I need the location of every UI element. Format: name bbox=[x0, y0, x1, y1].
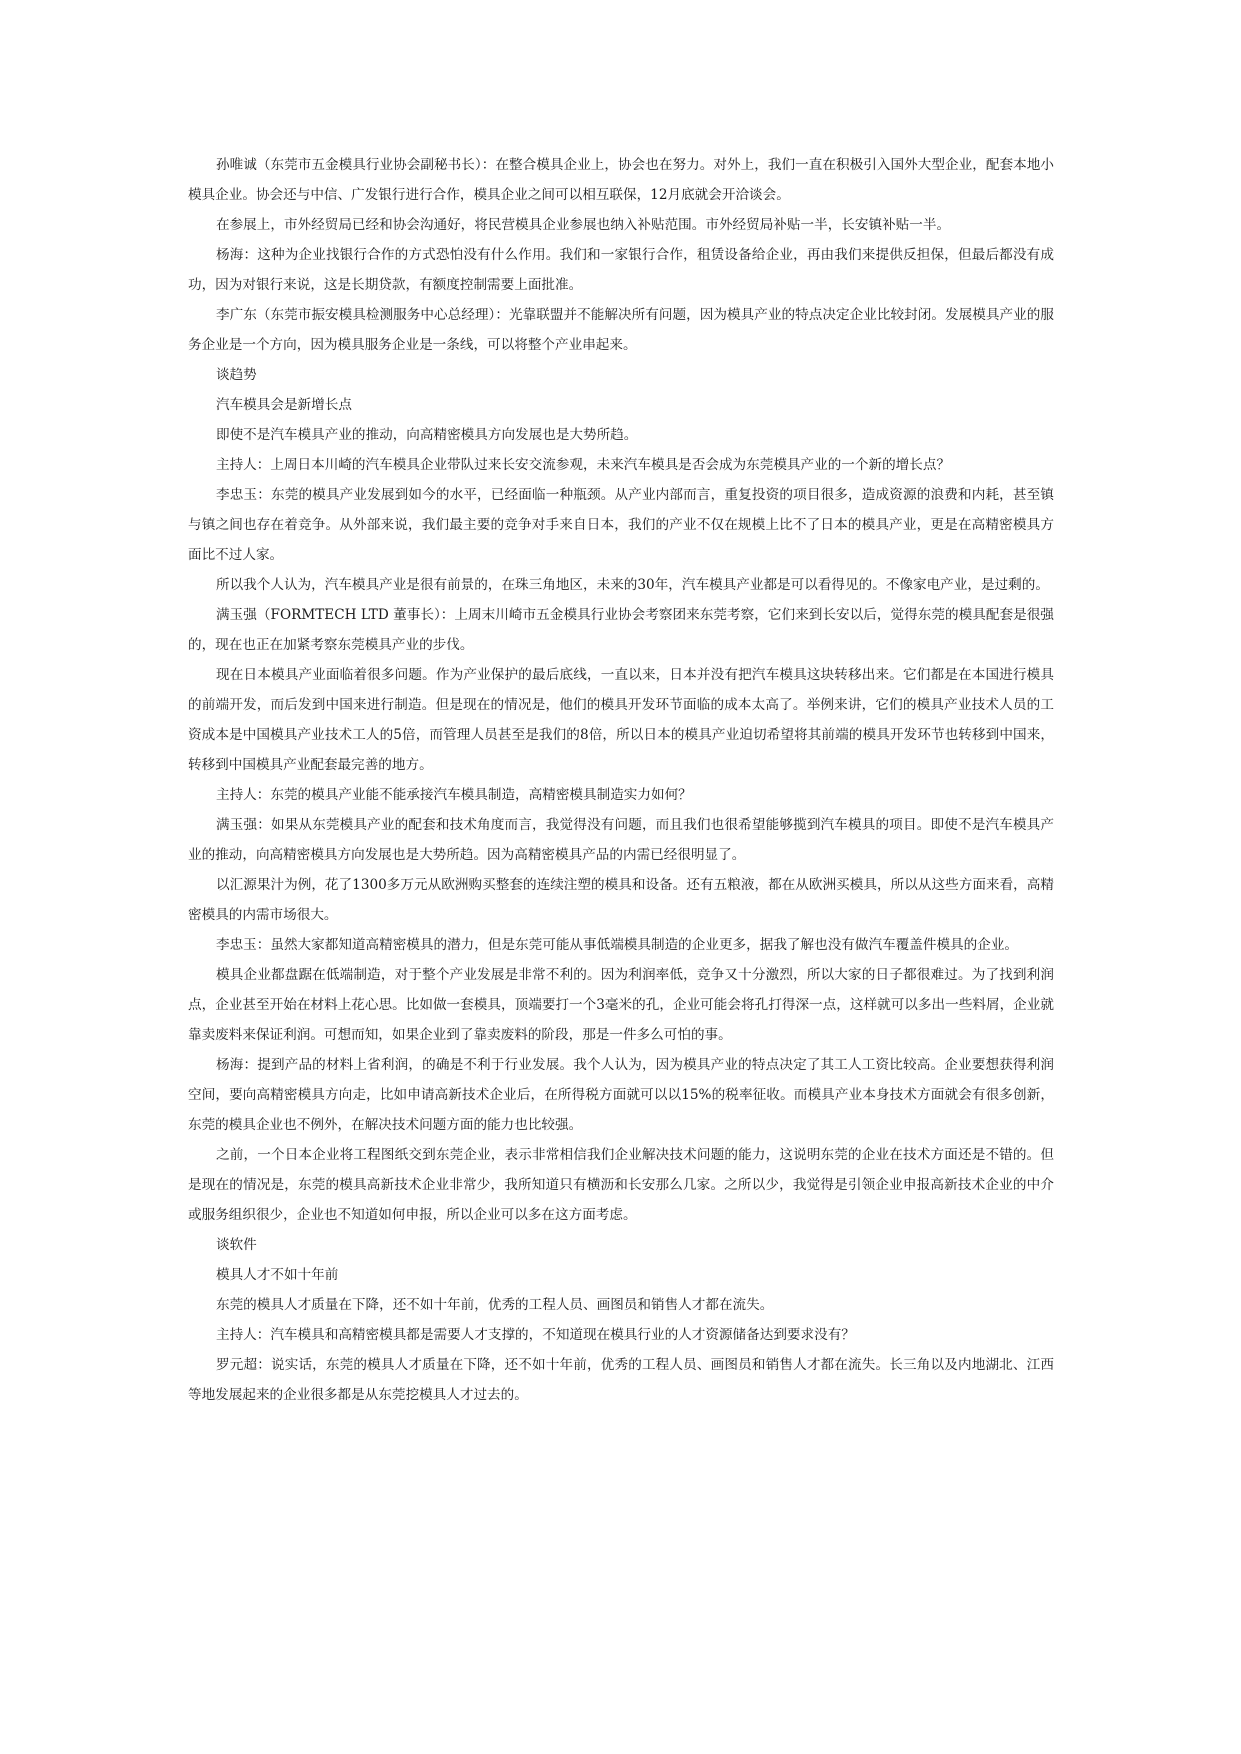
section-heading-trends: 谈趋势 bbox=[216, 367, 257, 383]
paragraph-15: 以汇源果汁为例，花了1300多万元从欧洲购买整套的连续注塑的模具和设备。还有五粮液，都在从欧洲买模具，所以从这些方面来看，高精密模具的内需市场很大。 bbox=[188, 877, 1054, 923]
paragraph-7: 即使不是汽车模具产业的推动，向高精密模具方向发展也是大势所趋。 bbox=[216, 427, 638, 443]
article-body bbox=[188, 150, 1054, 1410]
paragraph-8: 主持人：上周日本川崎的汽车模具企业带队过来长安交流参观，未来汽车模具是否会成为东莞模具产业的一个新的增长点？ bbox=[216, 457, 951, 473]
paragraph-1: 孙唯诚（东莞市五金模具行业协会副秘书长）：在整合模具企业上，协会也在努力。对外上，我们一直在积极引入国外大型企业，配套本地小模具企业。协会还与中信、广发银行进行合作，模具企业之间可以相互联保，12月底就会开洽谈会。 bbox=[188, 157, 1054, 203]
paragraph-24: 罗元超：说实话，东莞的模具人才质量在下降，还不如十年前，优秀的工程人员、画图员和销售人才都在流失。长三角以及内地湖北、江西等地发展起来的企业很多都是从东莞挖模具人才过去的。 bbox=[188, 1357, 1054, 1403]
paragraph-17: 模具企业都盘踞在低端制造，对于整个产业发展是非常不利的。因为利润率低，竞争又十分激烈，所以大家的日子都很难过。为了找到利润点，企业甚至开始在材料上花心思。比如做一套模具，顶端要打一个3毫米的孔，企业可能会将孔打得深一点，这样就可以多出一些料屑，企业就靠卖废料来保证利润。可想而知，如果企业到了靠卖废料的阶段，那是一件多么可怕的事。 bbox=[188, 967, 1054, 1043]
paragraph-18: 杨海：提到产品的材料上省利润，的确是不利于行业发展。我个人认为，因为模具产业的特点决定了其工人工资比较高。企业要想获得利润空间，要向高精密模具方向走，比如申请高新技术企业后，在所得税方面就可以以15%的税率征收。而模具产业本身技术方面就会有很多创新，东莞的模具企业也不例外，在解决技术问题方面的能力也比较强。 bbox=[188, 1057, 1054, 1133]
paragraph-3: 杨海：这种为企业找银行合作的方式恐怕没有什么作用。我们和一家银行合作，租赁设备给企业，再由我们来提供反担保，但最后都没有成功，因为对银行来说，这是长期贷款，有额度控制需要上面批准。 bbox=[188, 247, 1054, 293]
paragraph-19: 之前，一个日本企业将工程图纸交到东莞企业，表示非常相信我们企业解决技术问题的能力，这说明东莞的企业在技术方面还是不错的。但是现在的情况是，东莞的模具高新技术企业非常少，我所知道只有横沥和长安那么几家。之所以少，我觉得是引领企业申报高新技术企业的中介或服务组织很少，企业也不知道如何申报，所以企业可以多在这方面考虑。 bbox=[188, 1147, 1054, 1223]
subheading-auto-molds: 汽车模具会是新增长点 bbox=[216, 397, 352, 413]
paragraph-22: 东莞的模具人才质量在下降，还不如十年前，优秀的工程人员、画图员和销售人才都在流失。 bbox=[216, 1297, 774, 1313]
paragraph-11: 满玉强（FORMTECH LTD 董事长）：上周末川崎市五金模具行业协会考察团来东莞考察，它们来到长安以后，觉得东莞的模具配套是很强的，现在也正在加紧考察东莞模具产业的步伐。 bbox=[188, 607, 1054, 653]
paragraph-16: 李忠玉：虽然大家都知道高精密模具的潜力，但是东莞可能从事低端模具制造的企业更多，据我了解也没有做汽车覆盖件模具的企业。 bbox=[216, 937, 1019, 953]
paragraph-14: 满玉强：如果从东莞模具产业的配套和技术角度而言，我觉得没有问题，而且我们也很希望能够揽到汽车模具的项目。即使不是汽车模具产业的推动，向高精密模具方向发展也是大势所趋。因为高精密模具产品的内需已经很明显了。 bbox=[188, 817, 1054, 863]
paragraph-13: 主持人：东莞的模具产业能不能承接汽车模具制造，高精密模具制造实力如何？ bbox=[216, 787, 692, 803]
subheading-talent: 模具人才不如十年前 bbox=[216, 1267, 339, 1283]
paragraph-23: 主持人：汽车模具和高精密模具都是需要人才支撑的，不知道现在模具行业的人才资源储备达到要求没有？ bbox=[216, 1327, 855, 1343]
paragraph-10: 所以我个人认为，汽车模具产业是很有前景的，在珠三角地区，未来的30年，汽车模具产业都是可以看得见的。不像家电产业，是过剩的。 bbox=[216, 577, 1049, 593]
paragraph-9: 李忠玉：东莞的模具产业发展到如今的水平，已经面临一种瓶颈。从产业内部而言，重复投资的项目很多，造成资源的浪费和内耗，甚至镇与镇之间也存在着竞争。从外部来说，我们最主要的竞争对手来自日本，我们的产业不仅在规模上比不了日本的模具产业，更是在高精密模具方面比不过人家。 bbox=[188, 487, 1054, 563]
paragraph-2: 在参展上，市外经贸局已经和协会沟通好，将民营模具企业参展也纳入补贴范围。市外经贸局补贴一半，长安镇补贴一半。 bbox=[216, 217, 951, 233]
paragraph-4: 李广东（东莞市振安模具检测服务中心总经理）：光靠联盟并不能解决所有问题，因为模具产业的特点决定企业比较封闭。发展模具产业的服务企业是一个方向，因为模具服务企业是一条线，可以将整个产业串起来。 bbox=[188, 307, 1054, 353]
paragraph-12: 现在日本模具产业面临着很多问题。作为产业保护的最后底线，一直以来，日本并没有把汽车模具这块转移出来。它们都是在本国进行模具的前端开发，而后发到中国来进行制造。但是现在的情况是，他们的模具开发环节面临的成本太高了。举例来讲，它们的模具产业技术人员的工资成本是中国模具产业技术工人的5倍，而管理人员甚至是我们的8倍，所以日本的模具产业迫切希望将其前端的模具开发环节也转移到中国来，转移到中国模具产业配套最完善的地方。 bbox=[188, 667, 1054, 773]
section-heading-software: 谈软件 bbox=[216, 1237, 257, 1253]
